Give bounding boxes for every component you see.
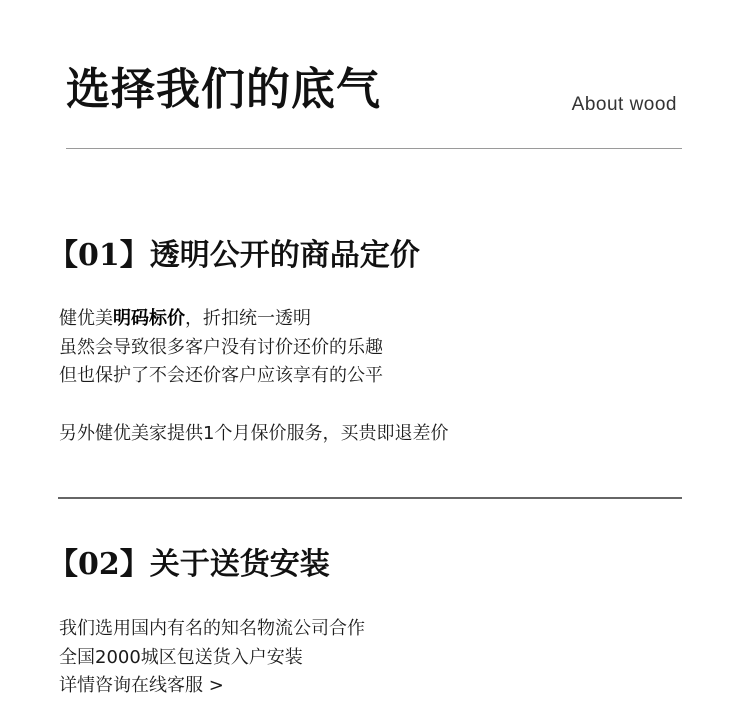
pricing-paragraph — [59, 305, 383, 391]
pricing-line-1 — [59, 305, 383, 334]
divider-middle — [58, 497, 682, 499]
section-heading-delivery: 【02】关于送货安装 — [48, 547, 330, 582]
delivery-line-2: 全国2000城区包送货入户安装 — [59, 646, 303, 668]
divider-top — [66, 148, 682, 149]
page-subtitle: About wood — [571, 94, 677, 115]
price-protection-paragraph — [59, 420, 448, 449]
pricing-line-1-suffix: ，折扣统一透明 — [185, 308, 311, 329]
pricing-line-3: 但也保护了不会还价客户应该享有的公平 — [59, 365, 383, 386]
pricing-line-2: 虽然会导致很多客户没有讨价还价的乐趣 — [59, 336, 383, 358]
price-protection-line: 另外健优美家提供1个月保价服务，买贵即退差价 — [59, 423, 449, 444]
customer-service-link[interactable]: 详情咨询在线客服 > — [59, 675, 224, 696]
section-heading-pricing: 【01】透明公开的商品定价 — [48, 238, 420, 273]
page-title: 选择我们的底气 — [66, 64, 381, 115]
delivery-paragraph — [59, 615, 365, 701]
pricing-line-1-bold: 明码标价 — [113, 308, 185, 329]
delivery-line-1: 我们选用国内有名的知名物流公司合作 — [59, 618, 365, 639]
pricing-line-1-prefix: 健优美 — [59, 308, 113, 329]
